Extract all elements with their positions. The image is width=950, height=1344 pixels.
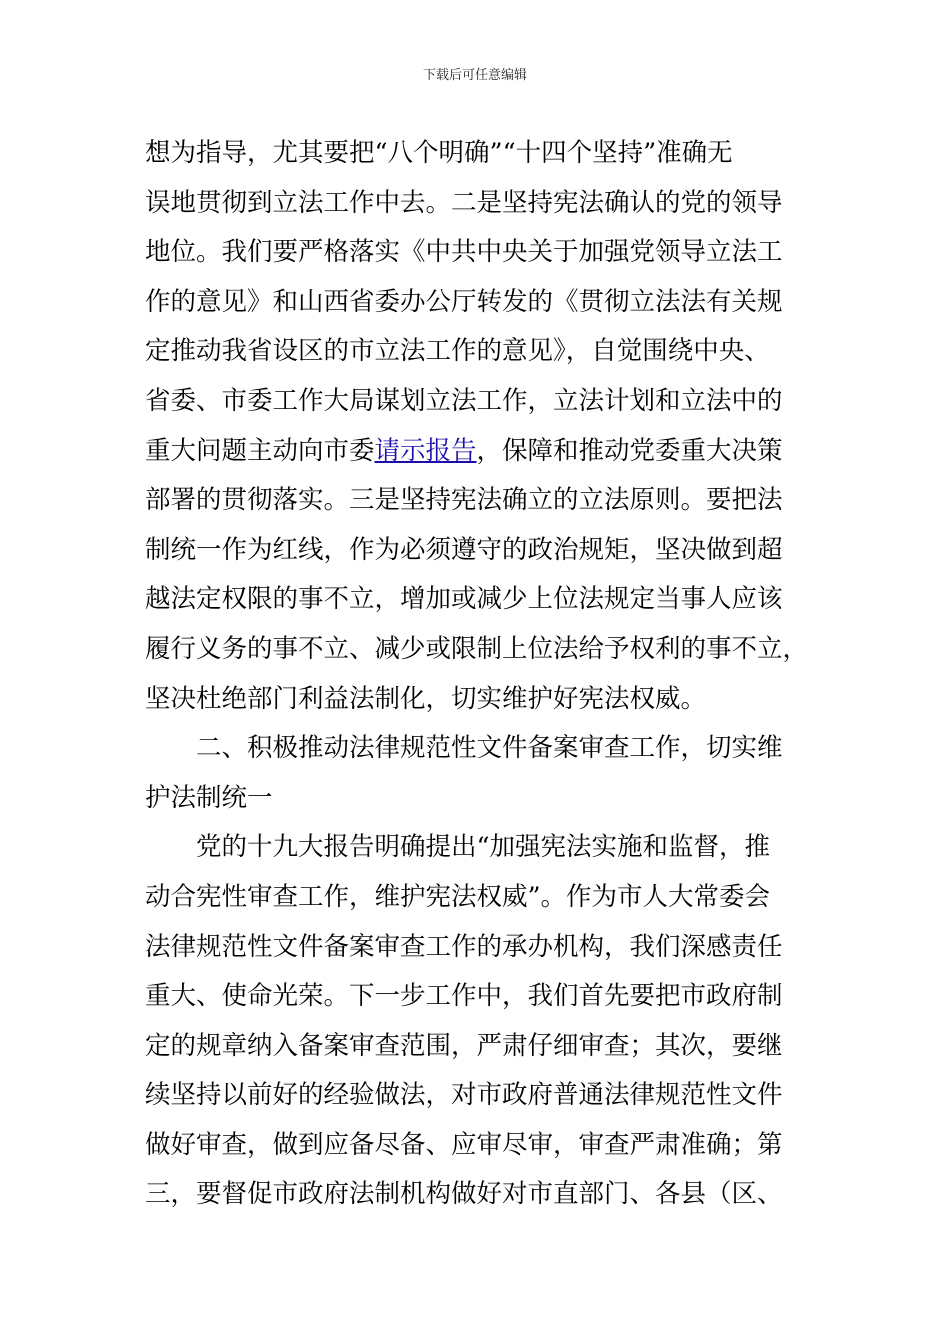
- text-line: 坚决杜绝部门利益法制化，切实维护好宪法权威。: [145, 683, 707, 714]
- paragraph-1: [145, 129, 809, 724]
- text-line: 地位。我们要严格落实《中共中央关于加强党领导立法工: [145, 237, 783, 268]
- text-segment: ，保障和推动党委重大决策: [476, 435, 783, 466]
- heading-line: 二、积极推动法律规范性文件备案审查工作，切实维: [196, 733, 783, 764]
- page-header: 下载后可任意编辑: [422, 68, 527, 83]
- text-line: 重大、使命光荣。下一步工作中，我们首先要把市政府制: [145, 981, 783, 1012]
- paragraph-2: [145, 823, 805, 1220]
- text-line: 误地贯彻到立法工作中去。二是坚持宪法确认的党的领导: [145, 187, 783, 218]
- document-body: [145, 129, 809, 1220]
- text-line: 制统一作为红线，作为必须遵守的政治规矩，坚决做到超: [145, 534, 783, 565]
- text-line: 作的意见》和山西省委办公厅转发的《贯彻立法法有关规: [145, 286, 783, 317]
- text-line: 党的十九大报告明确提出“加强宪法实施和监督，推: [196, 832, 771, 863]
- text-line: 三，要督促市政府法制机构做好对市直部门、各县（区、: [145, 1179, 783, 1210]
- report-link[interactable]: 请示报告: [374, 435, 477, 466]
- text-line: 省委、市委工作大局谋划立法工作，立法计划和立法中的: [145, 385, 783, 416]
- text-line: 法律规范性文件备案审查工作的承办机构，我们深感责任: [145, 931, 783, 962]
- heading-line: 护法制统一: [145, 782, 273, 813]
- text-line: 定推动我省设区的市立法工作的意见》，自觉围绕中央、: [145, 336, 770, 367]
- text-line: 动合宪性审查工作，维护宪法权威”。作为市人大常委会: [145, 881, 771, 912]
- text-segment: 重大问题主动向市委: [145, 435, 375, 466]
- text-line: 续坚持以前好的经验做法，对市政府普通法律规范性文件: [145, 1080, 783, 1111]
- text-line: 越法定权限的事不立，增加或减少上位法规定当事人应该: [145, 584, 783, 615]
- text-line: 履行义务的事不立、减少或限制上位法给予权利的事不立，: [145, 633, 809, 664]
- section-heading-2: [145, 724, 805, 823]
- text-line: 部署的贯彻落实。三是坚持宪法确立的立法原则。要把法: [145, 485, 783, 516]
- text-line: 定的规章纳入备案审查范围，严肃仔细审查；其次，要继: [145, 1030, 783, 1061]
- text-line: [145, 427, 805, 477]
- text-line: 想为指导，尤其要把“八个明确”“十四个坚持”准确无: [145, 138, 733, 168]
- text-line: 做好审查，做到应备尽备、应审尽审，审查严肃准确；第: [145, 1129, 783, 1160]
